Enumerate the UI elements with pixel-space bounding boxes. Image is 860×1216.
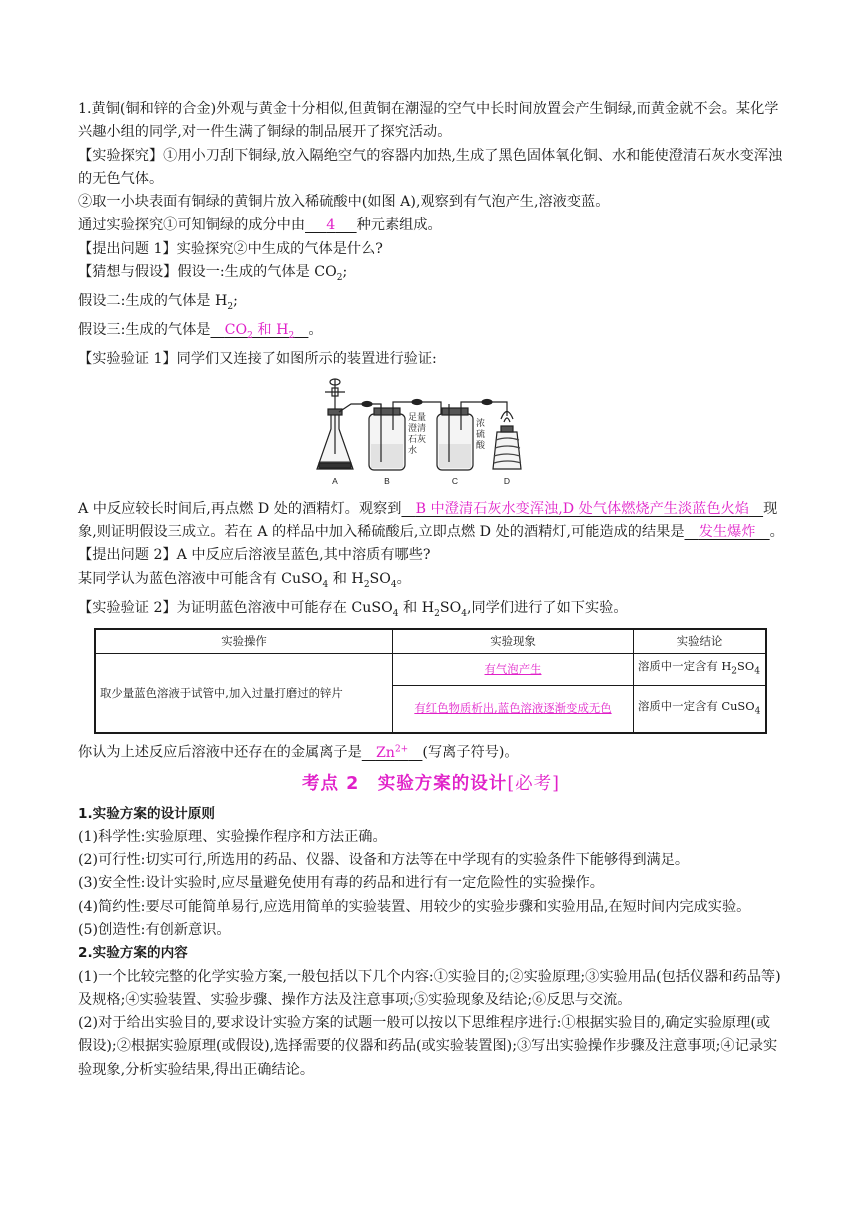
answer-hypothesis-3: $CO_2$ 和 $H_2$ <box>224 322 295 342</box>
list-item: (3)安全性:设计实验时,应尽量避免使用有毒的药品和进行有一定危险性的实验操作。 <box>78 875 604 892</box>
hypothesis-3: 假设三:生成的气体是 $CO_2$ 和 $H_2$ 。 <box>78 322 323 342</box>
list-item: (1)一个比较完整的化学实验方案,一般包括以下几个内容:①实验目的;②实验原理;③实验用品(包括仪器和药品等)及规格;④实验装置、实验步骤、操作方法及注意事项;⑤实验现象及结论;⑥反思与交流。 <box>78 968 781 1008</box>
list-item: (1)科学性:实验原理、实验操作程序和方法正确。 <box>78 828 387 845</box>
explore-label: 【实验探究】 <box>78 147 164 164</box>
list-item: (2)对于给出实验目的,要求设计实验方案的试题一般可以按以下思维程序进行:①根据实验目的,确定实验原理(或假设);②根据实验原理(或假设),选择需要的仪器和药品(或实验装置图);③写出实验操作步骤及注意事项;④记录实验现象,分析实验结果,得出正确结论。 <box>78 1015 778 1078</box>
verify-1: 【实验验证 1】同学们又连接了如图所示的装置进行验证: <box>78 351 437 368</box>
experiment-table <box>94 628 767 734</box>
ion-question: 你认为上述反应后溶液中还存在的金属离子是 $Zn^{2+}$ (写离子符号)。 <box>78 744 519 761</box>
table-row <box>95 654 766 685</box>
section-title: 考点 2 实验方案的设计[必考] <box>302 774 560 795</box>
verify-2: 【实验验证 2】为证明蓝色溶液中可能存在 CuSO$_4$ 和 $H_2SO_4$,同学们进行了如下实验。 <box>78 599 628 619</box>
conclusion-cell-2: 溶质中一定含有 CuSO$_4$ <box>634 685 767 733</box>
table-header-row <box>95 629 766 654</box>
answer-ion: $Zn^{2+}$ <box>375 744 409 761</box>
answer-element-count: 4 <box>326 217 336 234</box>
document-page <box>78 98 784 1082</box>
c-text-3: 酸 <box>476 440 486 451</box>
design-content-heading: 2.实验方案的内容 <box>78 945 188 962</box>
label-b: B <box>384 475 390 486</box>
label-c: C <box>451 475 459 486</box>
hypothesis-1: 【猜想与假设】假设一:生成的气体是 $CO_2$; <box>78 264 348 283</box>
list-item: (4)简约性:要尽可能简单易行,应选用简单的实验装置、用较少的实验步骤和实验用品,在短时间内完成实验。 <box>78 898 751 915</box>
list-item: (2)可行性:切实可行,所选用的药品、仪器、设备和方法等在中学现有的实验条件下能够得到满足。 <box>78 852 690 869</box>
answer-observation: B 中澄清石灰水变浑浊,D 处气体燃烧产生淡蓝色火焰 <box>415 500 749 517</box>
explore-step-1: ①用小刀刮下铜绿,放入隔绝空气的容器内加热,生成了黑色固体氧化铜、水和能使澄清石灰水变浑浊的无色气体。 <box>78 147 783 187</box>
label-a: A <box>332 475 338 486</box>
explore-step-2: ②取一小块表面有铜绿的黄铜片放入稀硫酸中(如图 A),观察到有气泡产生,溶液变蓝。 <box>78 194 610 211</box>
list-item: (5)创造性:有创新意识。 <box>78 922 231 938</box>
apparatus-diagram <box>311 374 551 492</box>
section-tag: [必考] <box>507 774 560 795</box>
c-text-1: 浓 <box>476 418 486 429</box>
header-phenomenon: 实验现象 <box>393 629 634 654</box>
hypothesis-2: 假设二:生成的气体是 $H_2$; <box>78 293 238 313</box>
label-d: D <box>503 475 511 486</box>
phenomenon-cell-2: 有红色物质析出,蓝色溶液逐渐变成无色 <box>393 685 634 733</box>
b-text-4: 水 <box>408 445 418 456</box>
b-text-1: 足量 <box>408 412 427 423</box>
problem-1: 【提出问题 1】实验探究②中生成的气体是什么? <box>78 240 383 257</box>
question-intro: 1.黄铜(铜和锌的合金)外观与黄金十分相似,但黄铜在潮湿的空气中长时间放置会产生铜绿,而黄金就不会。某化学兴趣小组的同学,对一件生满了铜绿的制品展开了探究活动。 <box>78 101 779 141</box>
explore-paragraph <box>78 145 784 192</box>
conclusion-cell-1: 溶质中一定含有 $H_2SO_4$ <box>634 654 767 685</box>
problem-2: 【提出问题 2】A 中反应后溶液呈蓝色,其中溶质有哪些? <box>78 547 431 564</box>
element-question: 通过实验探究①可知铜绿的成分中由 4 种元素组成。 <box>78 217 442 234</box>
operation-cell: 取少量蓝色溶液于试管中,加入过量打磨过的锌片 <box>95 654 393 734</box>
b-text-3: 石灰 <box>408 434 427 445</box>
c-text-2: 硫 <box>476 429 486 440</box>
b-text-2: 澄清 <box>408 423 427 434</box>
header-operation: 实验操作 <box>95 629 393 654</box>
observation-paragraph: A 中反应较长时间后,再点燃 D 处的酒精灯。观察到 B 中澄清石灰水变浑浊,D 处气体燃烧产生淡蓝色火焰 现象,则证明假设三成立。若在 A 的样品中加入稀硫酸后,立即点燃 D 处的酒精灯,可能造成的结果是 发生爆炸 。 <box>78 500 784 541</box>
apparatus-figure <box>78 374 784 492</box>
design-principles-heading: 1.实验方案的设计原则 <box>78 805 215 822</box>
someone-says: 某同学认为蓝色溶液中可能含有 CuSO$_4$ 和 $H_2SO_4$。 <box>78 570 411 590</box>
answer-result: 发生爆炸 <box>698 524 756 541</box>
header-conclusion: 实验结论 <box>634 629 767 654</box>
phenomenon-cell-1: 有气泡产生 <box>393 654 634 685</box>
